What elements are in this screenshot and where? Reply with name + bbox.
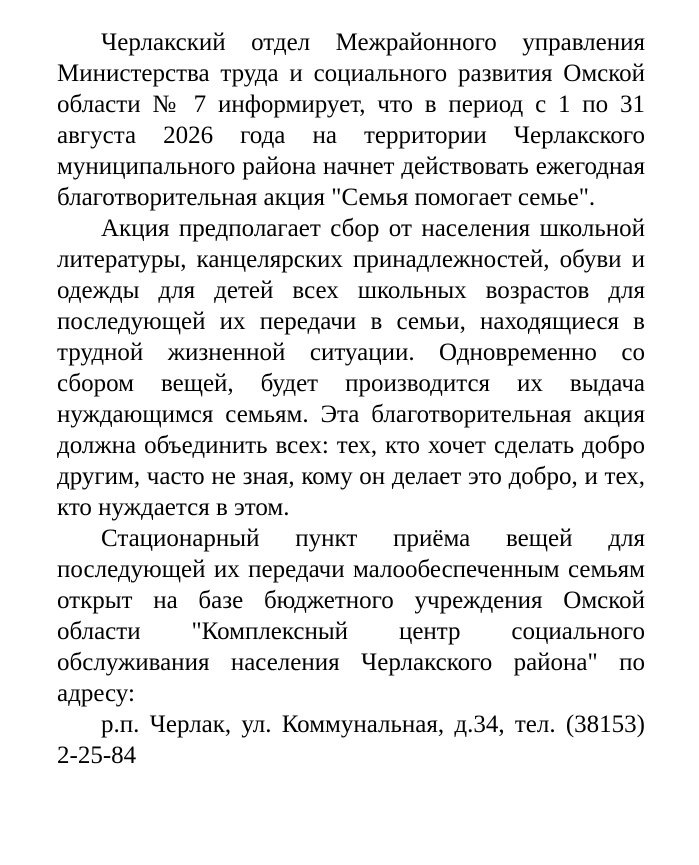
paragraph-collection-point: Стационарный пункт приёма вещей для последующей их передачи малообеспеченным семьям открыт на базе бюджетного учреждения Омской области "Комплексный центр социального обслуживания населения Черлакского района" по адресу: <box>57 525 645 707</box>
document-body <box>57 27 645 771</box>
paragraph-announcement: Черлакский отдел Межрайонного управления Министерства труда и социального развития Омской области № 7 информирует, что в период с 1 по 31 августа 2026 года на территории Черлакского муниципального района начнет действовать ежегодная благотворительная акция "Семья помогает семье". <box>57 29 645 211</box>
paragraph-address: р.п. Черлак, ул. Коммунальная, д.34, тел. (38153) 2-25-84 <box>57 711 645 769</box>
paragraph-campaign-description: Акция предполагает сбор от населения школьной литературы, канцелярских принадлежностей, обуви и одежды для детей всех школьных возрастов для последующей их передачи в семьи, находящиеся в трудной жизненной ситуации. Одновременно со сбором вещей, будет производится их выдача нуждающимся семьям. Эта благотворительная акция должна объединить всех: тех, кто хочет сделать добро другим, часто не зная, кому он делает это добро, и тех, кто нуждается в этом. <box>57 215 645 521</box>
